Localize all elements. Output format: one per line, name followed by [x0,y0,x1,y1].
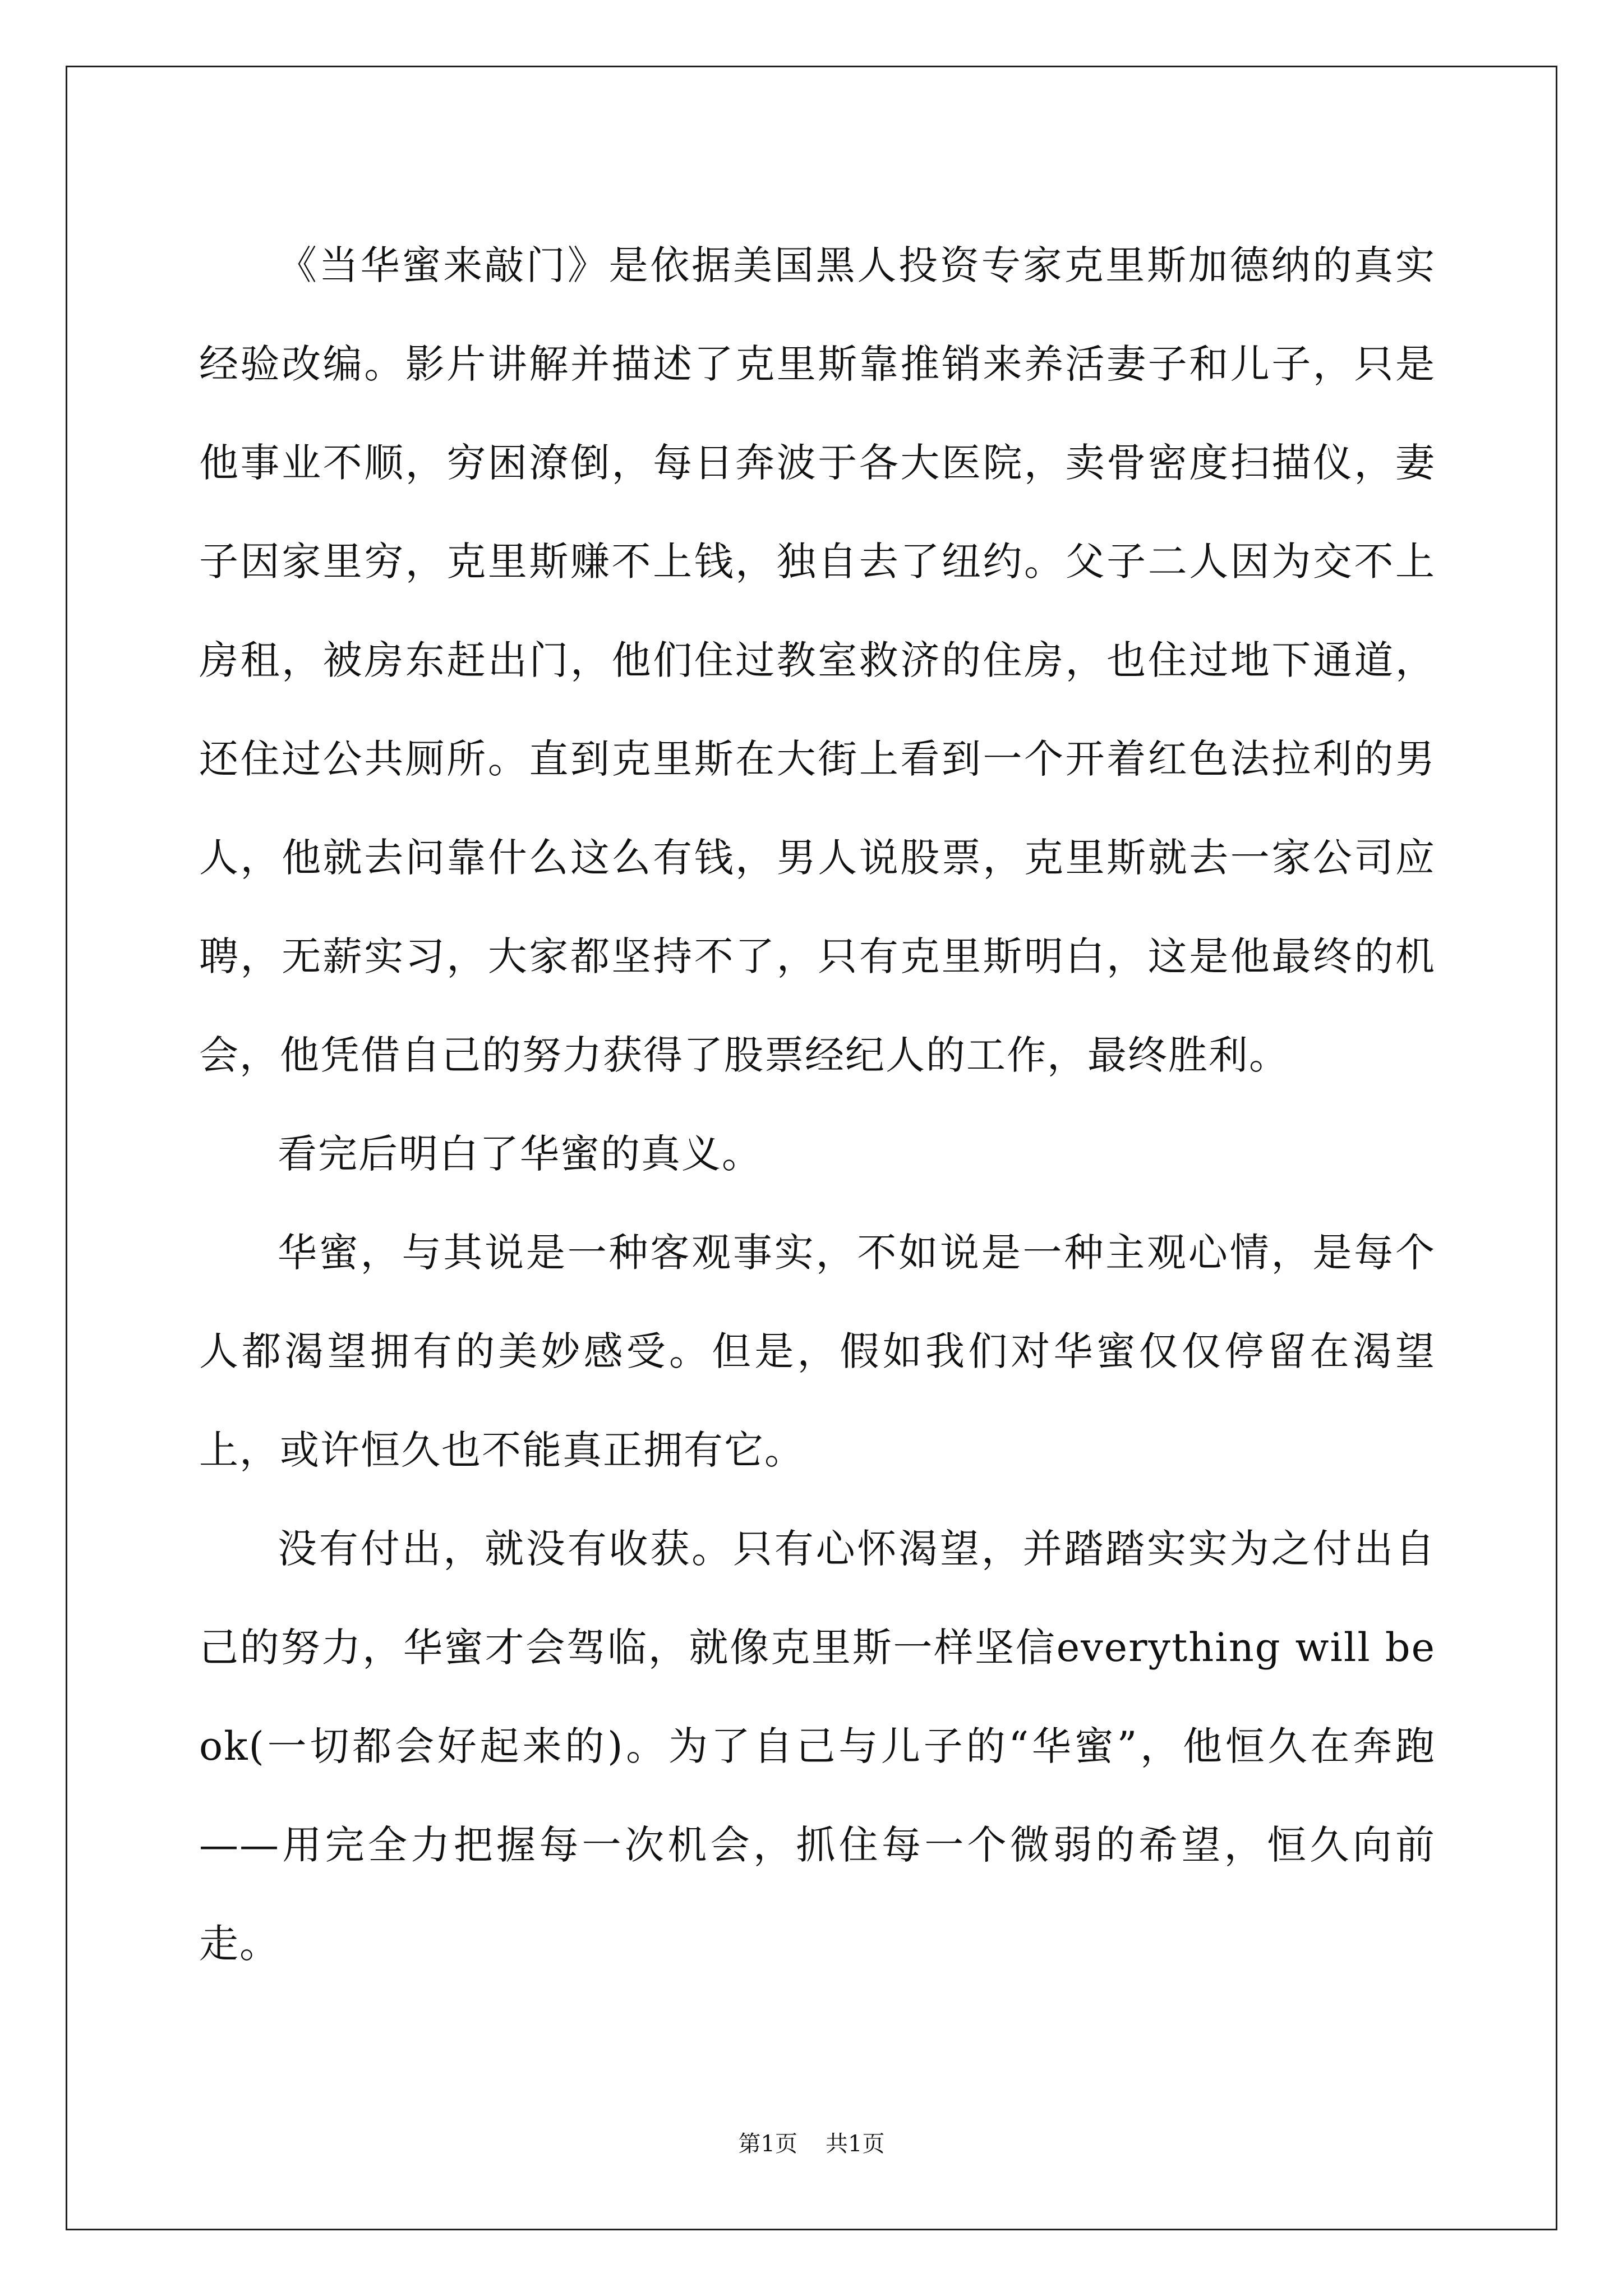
page-footer [0,2126,1623,2158]
paragraph-insight: 看完后明白了华蜜的真义。 [278,1131,762,1177]
document-body [199,216,1436,1993]
paragraph-summary: 《当华蜜来敲门》是依据美国黑人投资专家克里斯加德纳的真实经验改编。影片讲解并描述了克里斯靠推销来养活妻子和儿子，只是他事业不顺，穷困潦倒，每日奔波于各大医院，卖骨密度扫描仪，妻子因家里穷，克里斯赚不上钱，独自去了纽约。父子二人因为交不上房租，被房东赶出门，他们住过教室救济的住房，也住过地下通道，还住过公共厕所。直到克里斯在大街上看到一个开着红色法拉利的男人，他就去问靠什么这么有钱，男人说股票，克里斯就去一家公司应聘，无薪实习，大家都坚持不了，只有克里斯明白，这是他最终的机会，他凭借自己的努力获得了股票经纪人的工作，最终胜利。 [199,242,1436,1078]
page-number: 第1页 [738,2131,797,2157]
page-total: 共1页 [826,2131,885,2157]
paragraph-happiness: 华蜜，与其说是一种客观事实，不如说是一种主观心情，是每个人都渴望拥有的美妙感受。但是，假如我们对华蜜仅仅停留在渴望上，或许恒久也不能真正拥有它。 [199,1230,1436,1473]
paragraph-effort: 没有付出，就没有收获。只有心怀渴望，并踏踏实实为之付出自己的努力，华蜜才会驾临，就像克里斯一样坚信everything will be ok(一切都会好起来的)。为了自己与儿子的“华蜜”，他恒久在奔跑——用完全力把握每一次机会，抓住每一个微弱的希望，恒久向前走。 [199,1526,1436,1967]
